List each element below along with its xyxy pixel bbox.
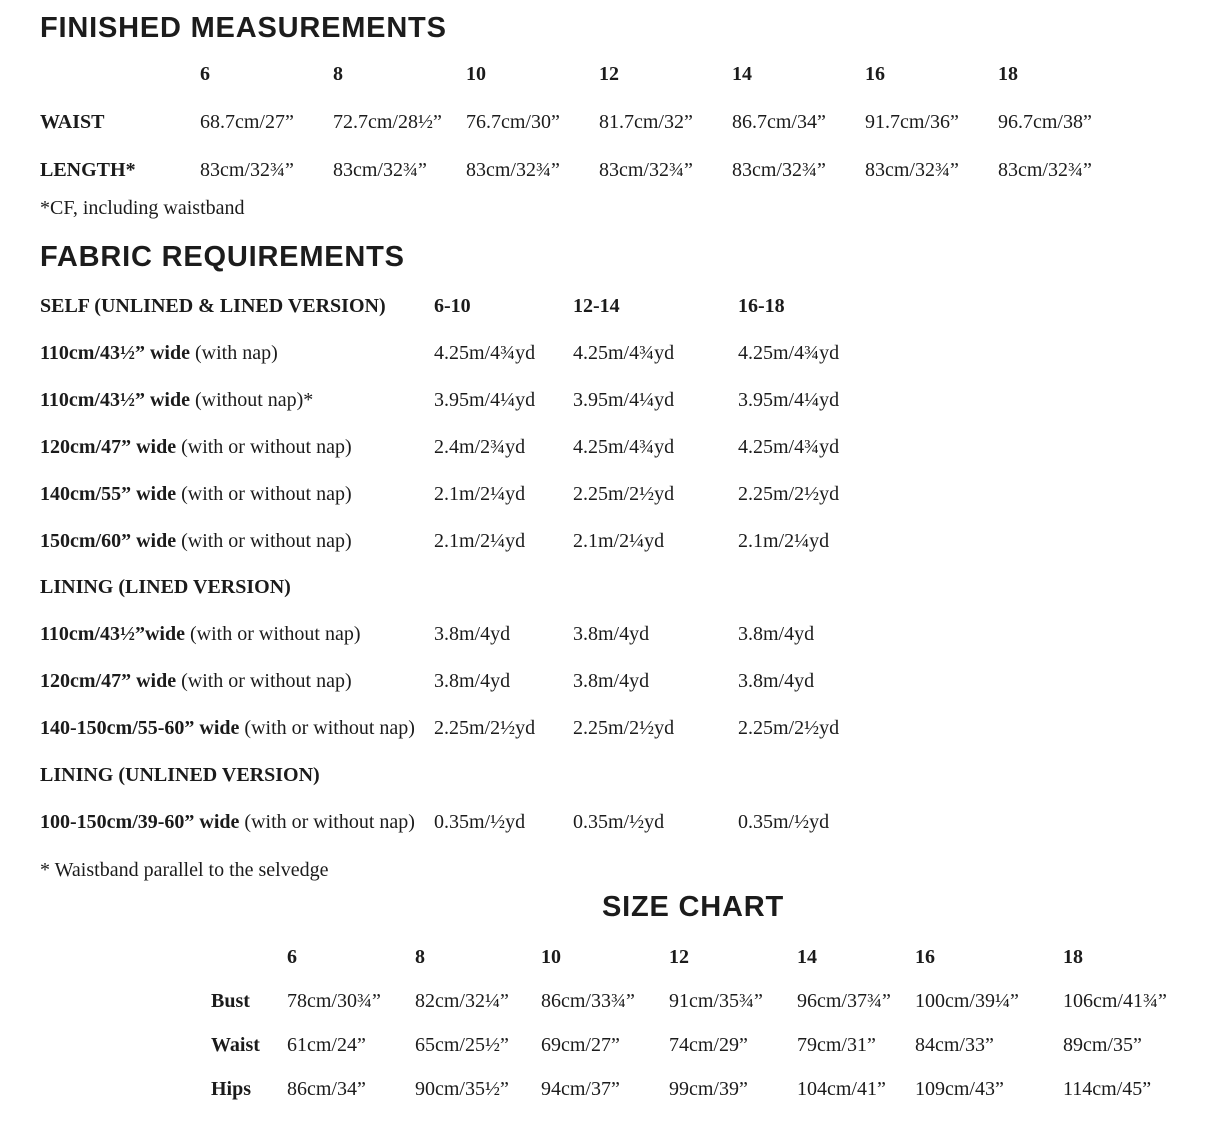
size-group-header: 12-14	[573, 295, 620, 317]
yardage-cell: 4.25m/4¾yd	[738, 342, 840, 364]
measurement-cell: 83cm/32¾”	[466, 159, 560, 181]
yardage-cell: 0.35m/½yd	[738, 811, 830, 833]
size-header: 12	[599, 63, 619, 85]
nap-note: (with or without nap)	[181, 483, 352, 505]
size-chart-title: SIZE CHART	[602, 891, 784, 923]
yardage-cell: 3.8m/4yd	[738, 623, 815, 645]
measurement-cell: 90cm/35½”	[415, 1078, 509, 1100]
measurement-cell: 91cm/35¾”	[669, 990, 763, 1012]
measurement-cell: 86.7cm/34”	[732, 111, 826, 133]
size-header: 8	[415, 946, 425, 968]
row-label-waist: Waist	[211, 1034, 260, 1056]
fabric-width: 110cm/43½”wide	[40, 623, 185, 645]
fabric-width-label	[40, 529, 434, 553]
corner-cell	[211, 945, 287, 989]
fabric-width: 150cm/60” wide	[40, 530, 177, 552]
yardage-cell: 4.25m/4¾yd	[573, 436, 675, 458]
measurement-cell: 99cm/39”	[669, 1078, 748, 1100]
fabric-width-label	[40, 669, 434, 716]
measurement-cell: 83cm/32¾”	[333, 159, 427, 181]
size-header: 12	[669, 946, 689, 968]
fabric-width-label	[40, 388, 434, 435]
yardage-cell: 3.95m/4¼yd	[738, 389, 840, 411]
fabric-requirements-title: FABRIC REQUIREMENTS	[40, 241, 405, 273]
cf-footnote: *CF, including waistband	[40, 197, 245, 219]
section-header: LINING (LINED VERSION)	[40, 576, 291, 598]
size-group-header: 6-10	[434, 295, 471, 317]
yardage-cell: 4.25m/4¾yd	[738, 436, 840, 458]
fabric-width: 110cm/43½” wide	[40, 342, 190, 364]
measurement-cell: 114cm/45”	[1063, 1078, 1152, 1100]
yardage-cell: 4.25m/4¾yd	[573, 342, 675, 364]
measurement-cell: 82cm/32¼”	[415, 990, 509, 1012]
yardage-cell: 3.8m/4yd	[738, 670, 815, 692]
yardage-cell: 2.25m/2½yd	[434, 717, 536, 739]
yardage-cell: 2.25m/2½yd	[738, 717, 840, 739]
size-header: 14	[797, 946, 817, 968]
size-header: 10	[466, 63, 486, 85]
measurement-cell: 104cm/41”	[797, 1078, 886, 1100]
nap-note: (with or without nap)	[181, 670, 352, 692]
section-header: SELF (UNLINED & LINED VERSION)	[40, 295, 386, 317]
fabric-width: 100-150cm/39-60” wide	[40, 811, 240, 833]
measurement-cell: 72.7cm/28½”	[333, 111, 442, 133]
measurement-cell: 83cm/32¾”	[732, 159, 826, 181]
measurement-cell: 83cm/32¾”	[200, 159, 294, 181]
measurement-cell: 74cm/29”	[669, 1034, 748, 1056]
yardage-cell: 2.25m/2½yd	[573, 483, 675, 505]
yardage-cell: 2.1m/2¼yd	[434, 483, 526, 505]
fabric-width: 110cm/43½” wide	[40, 389, 190, 411]
measurement-cell: 94cm/37”	[541, 1078, 620, 1100]
fabric-width: 140-150cm/55-60” wide	[40, 717, 240, 739]
size-chart-table	[211, 945, 1214, 1101]
fabric-width-label	[40, 810, 434, 834]
measurement-cell: 83cm/32¾”	[599, 159, 693, 181]
yardage-cell: 3.8m/4yd	[573, 623, 650, 645]
fabric-lining-unlined-section	[40, 763, 1214, 834]
measurement-cell: 89cm/35”	[1063, 1034, 1142, 1056]
fabric-width: 120cm/47” wide	[40, 670, 177, 692]
yardage-cell: 2.25m/2½yd	[738, 483, 840, 505]
size-header: 18	[1063, 946, 1083, 968]
nap-note: (with or without nap)	[181, 530, 352, 552]
measurement-cell: 91.7cm/36”	[865, 111, 959, 133]
finished-measurements-table	[40, 62, 1214, 182]
yardage-cell: 0.35m/½yd	[434, 811, 526, 833]
measurement-cell: 83cm/32¾”	[998, 159, 1092, 181]
fabric-self-section	[40, 294, 1214, 553]
size-header: 16	[915, 946, 935, 968]
measurement-cell: 69cm/27”	[541, 1034, 620, 1056]
size-header: 14	[732, 63, 752, 85]
measurement-cell: 78cm/30¾”	[287, 990, 381, 1012]
nap-note: (without nap)*	[195, 389, 314, 411]
waistband-footnote: * Waistband parallel to the selvedge	[40, 859, 329, 881]
fabric-width: 120cm/47” wide	[40, 436, 177, 458]
yardage-cell: 3.8m/4yd	[434, 623, 511, 645]
yardage-cell: 3.95m/4¼yd	[573, 389, 675, 411]
measurement-cell: 96.7cm/38”	[998, 111, 1092, 133]
yardage-cell: 2.4m/2¾yd	[434, 436, 526, 458]
fabric-width-label	[40, 435, 434, 482]
corner-cell	[40, 62, 200, 110]
size-header: 10	[541, 946, 561, 968]
yardage-cell: 3.8m/4yd	[573, 670, 650, 692]
size-header: 6	[287, 946, 297, 968]
measurement-cell: 61cm/24”	[287, 1034, 366, 1056]
nap-note: (with nap)	[195, 342, 278, 364]
nap-note: (with or without nap)	[244, 717, 415, 739]
finished-measurements-title: FINISHED MEASUREMENTS	[40, 12, 447, 44]
yardage-cell: 4.25m/4¾yd	[434, 342, 536, 364]
measurement-cell: 65cm/25½”	[415, 1034, 509, 1056]
nap-note: (with or without nap)	[181, 436, 352, 458]
yardage-cell: 2.1m/2¼yd	[738, 530, 830, 552]
fabric-width: 140cm/55” wide	[40, 483, 177, 505]
measurement-cell: 100cm/39¼”	[915, 990, 1019, 1012]
yardage-cell: 3.8m/4yd	[434, 670, 511, 692]
nap-note: (with or without nap)	[190, 623, 361, 645]
measurement-cell: 84cm/33”	[915, 1034, 994, 1056]
fabric-width-label	[40, 716, 434, 740]
size-header: 8	[333, 63, 343, 85]
measurement-cell: 86cm/34”	[287, 1078, 366, 1100]
measurement-cell: 68.7cm/27”	[200, 111, 294, 133]
yardage-cell: 2.1m/2¼yd	[434, 530, 526, 552]
yardage-cell: 2.25m/2½yd	[573, 717, 675, 739]
size-header: 18	[998, 63, 1018, 85]
size-group-header: 16-18	[738, 295, 785, 317]
measurement-cell: 106cm/41¾”	[1063, 990, 1167, 1012]
nap-note: (with or without nap)	[244, 811, 415, 833]
section-header: LINING (UNLINED VERSION)	[40, 764, 320, 786]
measurement-cell: 86cm/33¾”	[541, 990, 635, 1012]
fabric-lining-lined-section	[40, 575, 1214, 740]
yardage-cell: 0.35m/½yd	[573, 811, 665, 833]
row-label-length: LENGTH*	[40, 159, 136, 181]
row-label-bust: Bust	[211, 990, 250, 1012]
measurement-cell: 83cm/32¾”	[865, 159, 959, 181]
measurement-cell: 79cm/31”	[797, 1034, 876, 1056]
fabric-width-label	[40, 622, 434, 669]
fabric-width-label	[40, 482, 434, 529]
measurement-cell: 109cm/43”	[915, 1078, 1004, 1100]
size-header: 6	[200, 63, 210, 85]
row-label-hips: Hips	[211, 1078, 252, 1100]
yardage-cell: 3.95m/4¼yd	[434, 389, 536, 411]
fabric-width-label	[40, 341, 434, 388]
row-label-waist: WAIST	[40, 111, 105, 133]
measurement-cell: 81.7cm/32”	[599, 111, 693, 133]
yardage-cell: 2.1m/2¼yd	[573, 530, 665, 552]
size-header: 16	[865, 63, 885, 85]
measurement-cell: 76.7cm/30”	[466, 111, 560, 133]
measurement-cell: 96cm/37¾”	[797, 990, 891, 1012]
